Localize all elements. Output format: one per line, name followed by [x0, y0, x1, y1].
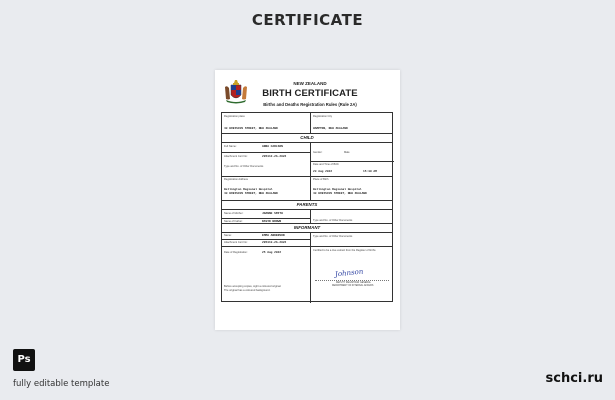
photoshop-icon: Ps [13, 349, 35, 371]
informant-cert-label: Attachment Cert No: [224, 241, 248, 244]
template-caption: fully editable template [13, 379, 110, 389]
page-title: CERTIFICATE [251, 11, 364, 29]
mother-label: Name of Mother: [224, 212, 244, 215]
registration-date-label: Date of Registration: [224, 251, 248, 254]
brand-watermark: schci.ru [545, 371, 603, 386]
reg-place-value: 43 HIBISCUS STREET, NEW ZEALAND [224, 127, 278, 130]
informant-section-heading: INFORMANT [293, 225, 321, 230]
parents-section-heading: PARENTS [296, 202, 318, 207]
note-line1: Before accepting copies, sight a coloured original. [224, 285, 282, 288]
full-name-label: Full Name: [224, 145, 237, 148]
reg-address-line2: 43 HIBISCUS STREET, NEW ZEALAND [224, 192, 278, 195]
father-value: DAVID BROWN [262, 220, 282, 223]
informant-name-label: Name: [224, 234, 232, 237]
informant-cert-value: 205313-2A-2022 [262, 241, 287, 244]
reg-address-label: Registration Address [224, 178, 248, 181]
coat-of-arms-icon [222, 79, 250, 105]
informant-type-label: Type and No. of Other Documents [313, 235, 353, 238]
place-of-birth-line1: Wellington Regional Hospital [313, 188, 362, 191]
date-time-label: Date and Time of Birth [313, 163, 339, 166]
certified-statement: Certified to be a true extract from the Register of births [313, 249, 376, 252]
type-place-label: Type and No. of Other Documents [224, 165, 264, 168]
certificate-title: BIRTH CERTIFICATE [262, 88, 358, 99]
birth-date-value: 23 Aug 2022 [313, 170, 333, 173]
reg-city-value: HAMPTON, NEW ZEALAND [313, 127, 348, 130]
certificate-form [221, 112, 393, 302]
place-of-birth-label: Place of Birth [313, 178, 329, 181]
gender-label: Gender: [313, 151, 323, 154]
parents-type-label: Type and No. of Other Documents [313, 219, 353, 222]
registrar-title-line2: DEPARTMENT OF INTERNAL AFFAIRS [332, 285, 374, 287]
birth-time-value: 15:30 AM [363, 170, 377, 173]
informant-name-value: EMMA ANDERSON [262, 234, 285, 237]
cert-no-value: 205312-2A-2022 [262, 155, 287, 158]
child-section-heading: CHILD [300, 135, 314, 140]
country-heading: NEW ZEALAND [293, 81, 327, 86]
registration-date-value: 25 Aug 2022 [262, 251, 282, 254]
full-name-value: ANNA CARLSON [262, 145, 283, 148]
certificate-document [215, 70, 400, 330]
note-line2: The original has a coloured background. [224, 289, 271, 292]
place-of-birth-line2: 43 HIBISCUS STREET, NEW ZEALAND [313, 192, 367, 195]
registrar-title-line1: DEPUTY REGISTRAR GENERAL [336, 282, 371, 284]
cert-no-label: Attachment Cert No: [224, 155, 248, 158]
registrar-signature: Johnson [334, 267, 364, 279]
reg-city-label: Registration City [313, 115, 333, 118]
certificate-subtitle: Births and Deaths Registration Rules (Rule 2A) [263, 102, 357, 107]
mother-value: JOANNE SMITH [262, 212, 283, 215]
reg-address-line1: Wellington Regional Hospital [224, 188, 273, 191]
father-label: Name of Father: [224, 220, 243, 223]
gender-value: Male [344, 151, 350, 154]
reg-place-label: Registration place [224, 115, 245, 118]
